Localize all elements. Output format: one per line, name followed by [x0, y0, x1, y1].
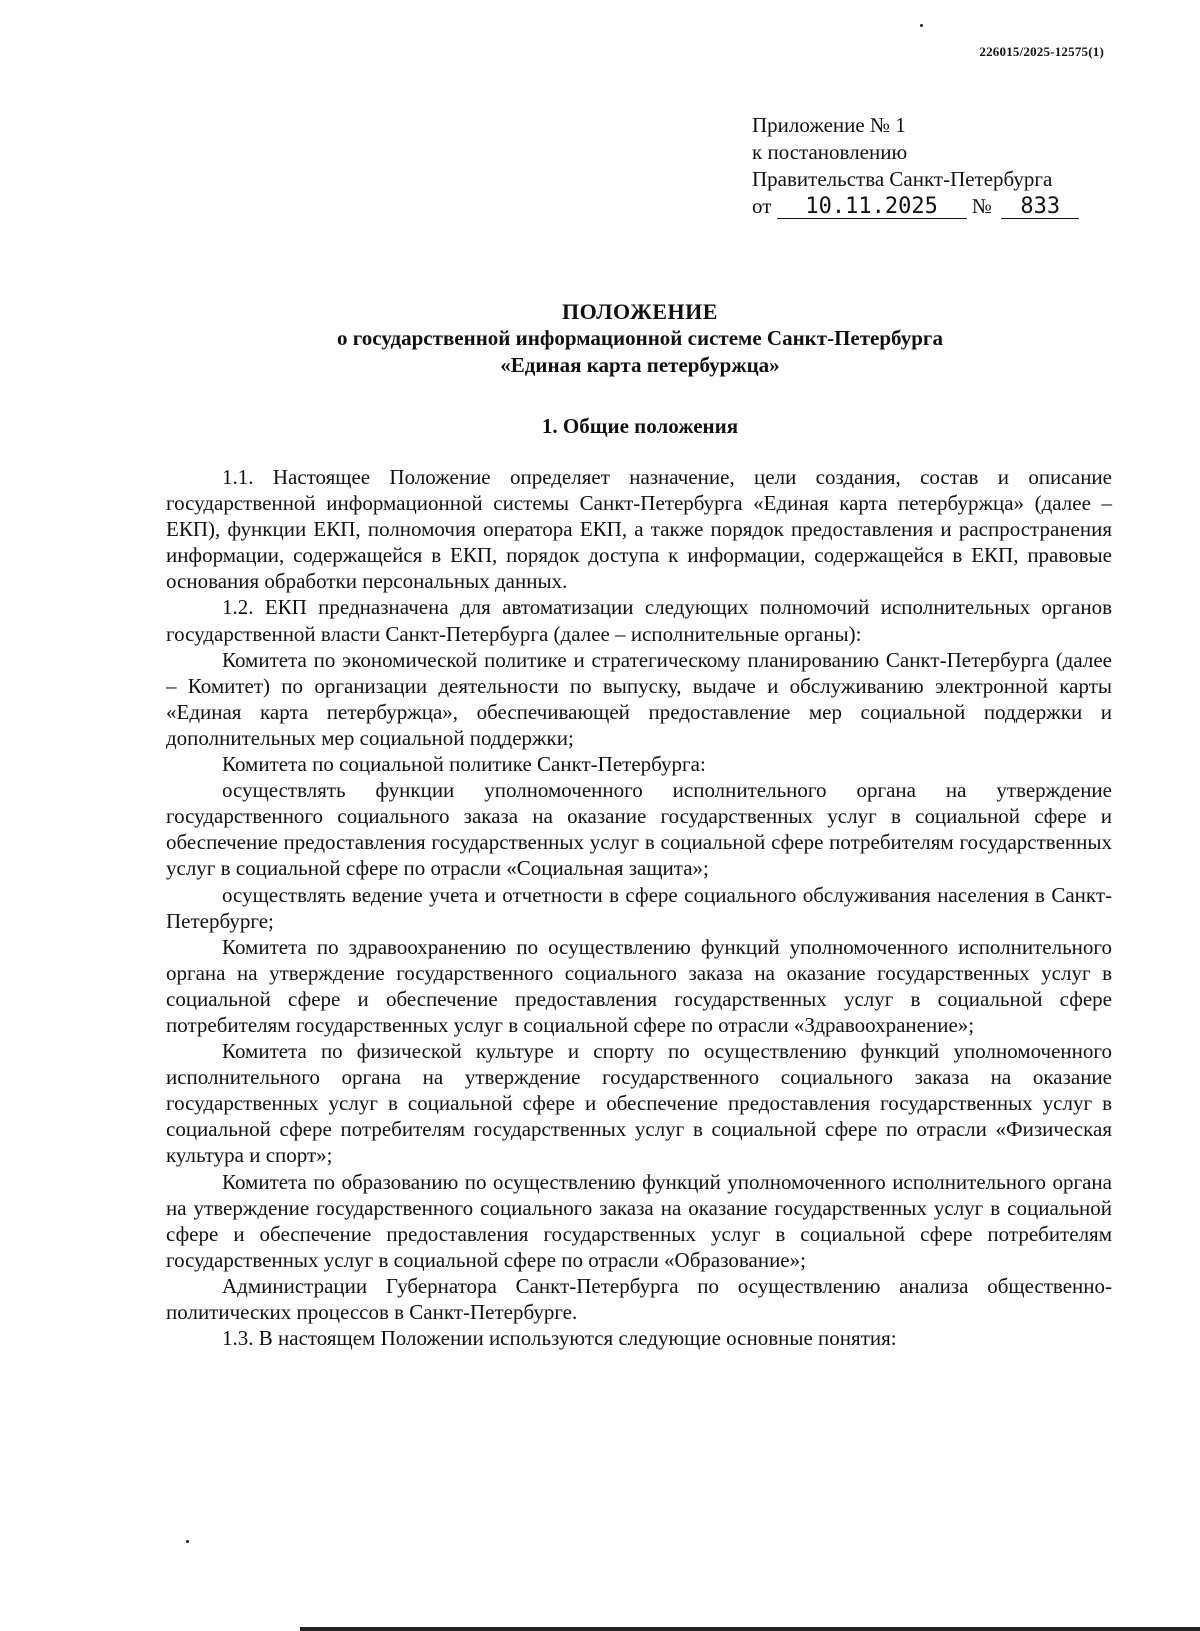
appendix-line-1: Приложение № 1	[752, 113, 906, 137]
scan-artifact-dot	[920, 24, 923, 27]
appendix-line-2: к постановлению	[752, 140, 908, 164]
document-registration-number: 226015/2025-12575(1)	[979, 44, 1104, 59]
paragraph: 1.3. В настоящем Положении используются следующие основные понятия:	[222, 1326, 897, 1351]
paragraph: Комитета по социальной политике Санкт-Петербурга:	[222, 752, 706, 777]
paragraph: Комитета по физической культуре и спорту по осуществлению функций уполномоченного исполнительного органа на утверждение государственного социального заказа на оказание государственных услуг в социальной сфере и обеспечение предоставления государственных услуг в социальной сфере потребителям государственных услуг в социальной сфере по отрасли «Физическая культура и спорт»;	[166, 1039, 1112, 1168]
scan-bottom-edge	[300, 1627, 1200, 1631]
paragraph: Комитета по образованию по осуществлению функций уполномоченного исполнительного органа на утверждение государственного социального заказа на оказание государственных услуг в социальной сфере и обеспечение предоставления государственных услуг в социальной сфере потребителям государственных услуг в социальной сфере по отрасли «Образование»;	[166, 1169, 1112, 1272]
title-line-2: о государственной информационной системе Санкт-Петербурга	[337, 326, 943, 350]
paragraph: осуществлять ведение учета и отчетности в сфере социального обслуживания населения в Санкт-Петербурге;	[166, 882, 1112, 933]
appendix-line-3: Правительства Санкт-Петербурга	[752, 167, 1053, 191]
paragraph: осуществлять функции уполномоченного исполнительного органа на утверждение государственного социального заказа на оказание государственных услуг в социальной сфере и обеспечение предоставления государственных услуг в социальной сфере потребителям государственных услуг в социальной сфере по отрасли «Социальная защита»;	[166, 778, 1112, 881]
paragraph: Комитета по здравоохранению по осуществлению функций уполномоченного исполнительного органа на утверждение государственного социального заказа на оказание государственных услуг в социальной сфере и обеспечение предоставления государственных услуг в социальной сфере потребителям государственных услуг в социальной сфере по отрасли «Здравоохранение»;	[166, 934, 1112, 1037]
title-line-3: «Единая карта петербуржца»	[500, 353, 780, 377]
paragraph: 1.1. Настоящее Положение определяет назначение, цели создания, состав и описание государственной информационной системы Санкт-Петербурга «Единая карта петербуржца» (далее – ЕКП), функции ЕКП, полномочия оператора ЕКП, а также порядок предоставления и распространения информации, содержащейся в ЕКП, порядок доступа к информации, содержащейся в ЕКП, правовые основания обработки персональных данных.	[166, 465, 1112, 594]
title-main: ПОЛОЖЕНИЕ	[562, 299, 718, 324]
resolution-date: 10.11.2025	[777, 196, 967, 219]
date-prefix: от	[752, 194, 772, 218]
paragraph: Администрации Губернатора Санкт-Петербурга по осуществлению анализа общественно-политических процессов в Санкт-Петербурге.	[166, 1273, 1112, 1324]
document-title	[120, 298, 1160, 379]
appendix-block	[752, 112, 1079, 220]
section-1-heading: 1. Общие положения	[541, 414, 739, 438]
resolution-number: 833	[1001, 196, 1079, 219]
paragraph: Комитета по экономической политике и стратегическому планированию Санкт-Петербурга (далее – Комитет) по организации деятельности по выпуску, выдаче и обслуживанию электронной карты «Единая карта петербуржца», обеспечивающей предоставление мер социальной поддержки и дополнительных мер социальной поддержки;	[166, 647, 1112, 750]
appendix-date-line	[752, 193, 1079, 220]
section-1-body	[166, 464, 1112, 1351]
number-prefix: №	[971, 194, 992, 218]
scan-artifact-dot	[186, 1540, 189, 1543]
paragraph: 1.2. ЕКП предназначена для автоматизации следующих полномочий исполнительных органов государственной власти Санкт-Петербурга (далее – исполнительные органы):	[166, 595, 1112, 646]
